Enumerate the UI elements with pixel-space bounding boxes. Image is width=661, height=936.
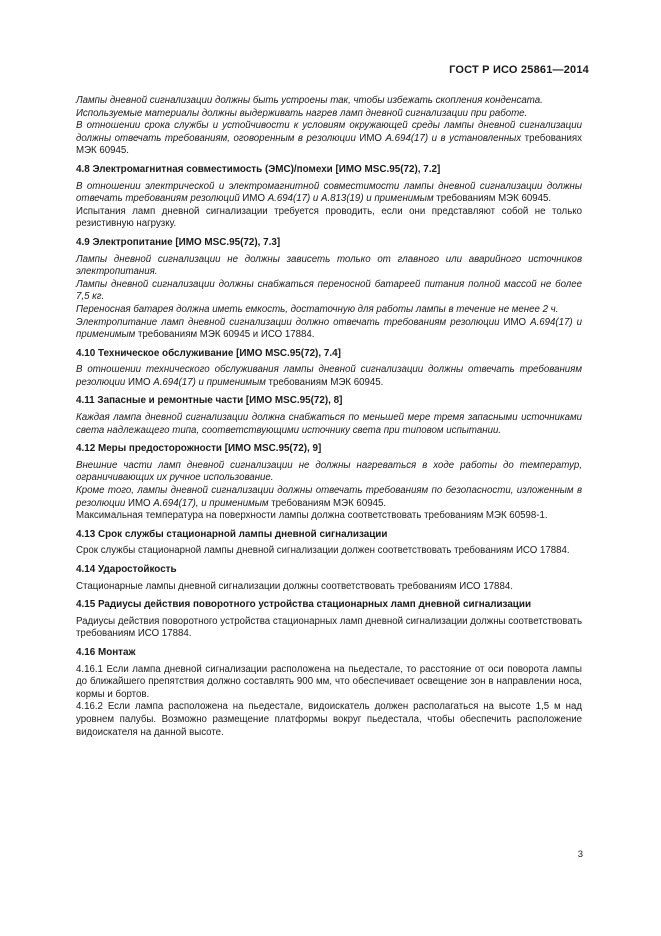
paragraph: Радиусы действия поворотного устройства стационарных ламп дневной сигнализации должны соответствовать требованиям ИСО 17884. (76, 615, 582, 640)
section-heading-4-16: 4.16 Монтаж (76, 646, 136, 658)
document-body (76, 95, 582, 739)
paragraph: Внешние части ламп дневной сигнализации не должны нагреваться в ходе работы до температур, ограничивающих их ручное использование. (76, 459, 582, 484)
text-span: В отношении электрической и электромагнитной совместимости лампы дневной сигнализации должны отвечать требованиям резолюций (76, 180, 582, 205)
paragraph-text: Лампы дневной сигнализации должны быть устроены так, чтобы избежать скопления конденсата. (76, 95, 543, 106)
paragraph (76, 120, 582, 158)
text-span: В отношении срока службы и устойчивости к условиям окружающей среды лампы дневной сигнализации должны отвечать требованиям, оговоренным в резолюции (76, 120, 582, 144)
paragraph (76, 485, 582, 510)
text-span: требованиях МЭК 60945. (76, 132, 582, 157)
text-span: Кроме того, лампы дневной сигнализации должны отвечать требованиям по безопасности, изложенным в резолюции (76, 485, 582, 509)
paragraph: Переносная батарея должна иметь емкость, достаточную для работы лампы в течение не менее 2 ч. (76, 303, 559, 315)
text-span: ИМО (359, 132, 386, 144)
text-span: требованиям МЭК 60945. (268, 376, 384, 388)
text-span: А.694(17) и в установленных (385, 132, 525, 144)
paragraph (76, 95, 582, 108)
paragraph (76, 364, 582, 389)
section-heading-4-15: 4.15 Радиусы действия поворотного устройства стационарных ламп дневной сигнализации (76, 599, 532, 611)
section-heading-4-11: 4.11 Запасные и ремонтные части [ИМО MSC.95(72), 8] (76, 395, 343, 407)
document-header: ГОСТ Р ИСО 25861—2014 (449, 64, 589, 76)
text-span: требованиям МЭК 60945 и ИСО 17884. (137, 329, 315, 341)
text-span: Электропитание ламп дневной сигнализации должно отвечать требованиям резолюции (76, 316, 504, 328)
paragraph (76, 317, 582, 342)
section-heading-4-10: 4.10 Техническое обслуживание [ИМО MSC.95(72), 7.4] (76, 347, 341, 359)
text-span: Если лампа дневной сигнализации расположена на пьедестале, то расстояние от оси поворота лампы до ближайшего препятствия должно составлять 900 мм, что обеспечивает освещение зон в направлении носа, кормы и бортов. (76, 663, 582, 700)
text-span: А.694(17) и применимым (76, 316, 583, 341)
clause-number: 4.16.1 (76, 663, 107, 675)
text-span: ИМО (242, 193, 268, 205)
text-span: требованиям МЭК 60945. (271, 497, 387, 509)
paragraph: Испытания ламп дневной сигнализации требуется проводить, если они представляют собой не только резистивную нагрузку. (76, 205, 582, 230)
section-heading-4-9: 4.9 Электропитание [ИМО MSC.95(72), 7.3] (76, 236, 281, 248)
text-span: А.694(17), и применимым (153, 497, 272, 509)
paragraph: Максимальная температура на поверхности лампы должна соответствовать требованиям МЭК 60598-1. (76, 510, 548, 522)
text-span: ИМО (128, 376, 154, 388)
text-span: Если лампа расположена на пьедестале, видоискатель должен располагаться на высоте 1,5 м над уровнем палубы. Возможно размещение платформы вокруг пьедестала, чтобы обеспечить расположение видоискателя на данной высоте. (76, 701, 582, 738)
paragraph: Стационарные лампы дневной сигнализации должны соответствовать требованиям ИСО 17884. (76, 580, 513, 592)
text-span: ИМО (503, 316, 531, 328)
paragraph (76, 181, 582, 206)
paragraph: Лампы дневной сигнализации должны снабжаться переносной батареей питания полной массой не более 7,5 кг. (76, 278, 582, 303)
section-heading-4-12: 4.12 Меры предосторожности [ИМО MSC.95(72), 9] (76, 443, 322, 455)
paragraph: Используемые материалы должны выдерживать нагрев ламп дневной сигнализации при работе. (76, 107, 528, 119)
text-span: А.694(17) и А.813(19) и применимым (267, 193, 437, 205)
text-span: А.694(17) и применимым (153, 376, 269, 388)
text-span: В отношении технического обслуживания лампы дневной сигнализации должны отвечать требованиям резолюции (76, 364, 582, 388)
paragraph: Лампы дневной сигнализации не должны зависеть только от главного или аварийного источников электропитания. (76, 253, 582, 278)
clause-number: 4.16.2 (76, 701, 108, 713)
text-span: требованиям МЭК 60945. (436, 193, 552, 205)
paragraph (76, 701, 582, 739)
paragraph: Срок службы стационарной лампы дневной сигнализации должен соответствовать требованиям ИСО 17884. (76, 545, 570, 557)
page-number: 3 (577, 849, 583, 860)
paragraph: Каждая лампа дневной сигнализации должна снабжаться по меньшей мере тремя запасными источниками света надлежащего типа, соответствующими источнику света при типовом испытании. (76, 412, 582, 436)
text-span: ИМО (128, 497, 154, 509)
section-heading-4-14: 4.14 Ударостойкость (76, 564, 177, 575)
paragraph (76, 664, 582, 702)
section-heading-4-8: 4.8 Электромагнитная совместимость (ЭМС)/помехи [ИМО MSC.95(72), 7.2] (76, 163, 441, 175)
section-heading-4-13: 4.13 Срок службы стационарной лампы дневной сигнализации (76, 528, 388, 540)
